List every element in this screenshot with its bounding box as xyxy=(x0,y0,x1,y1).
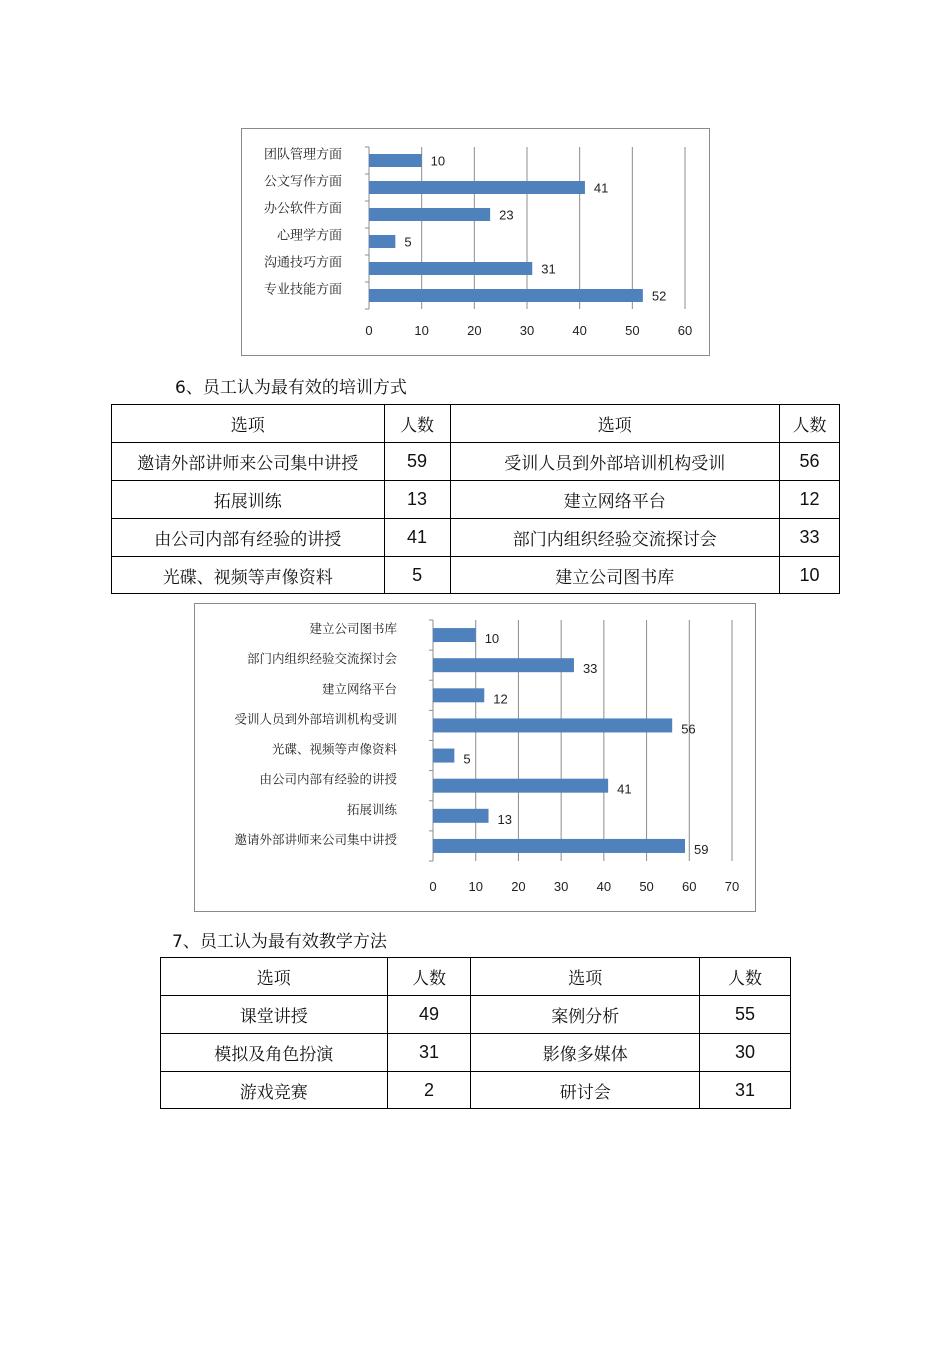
option-cell: 案例分析 xyxy=(471,996,700,1034)
option-cell: 由公司内部有经验的讲授 xyxy=(112,519,385,557)
option-cell: 光碟、视频等声像资料 xyxy=(112,557,385,594)
tick-label: 40 xyxy=(572,323,587,338)
training-method-chart xyxy=(194,603,756,912)
category-label: 办公软件方面 xyxy=(263,201,342,217)
option-cell: 受训人员到外部培训机构受训 xyxy=(450,443,780,481)
data-label: 10 xyxy=(484,631,500,647)
count-cell: 2 xyxy=(387,1072,471,1109)
option-cell: 邀请外部讲师来公司集中讲授 xyxy=(112,443,385,481)
category-label: 邀请外部讲师来公司集中讲授 xyxy=(234,831,397,847)
header-count: 人数 xyxy=(780,405,840,443)
count-cell: 12 xyxy=(780,481,840,519)
bar xyxy=(433,839,685,853)
data-label: 56 xyxy=(681,721,696,737)
option-cell: 课堂讲授 xyxy=(161,996,388,1034)
option-cell: 游戏竞赛 xyxy=(161,1072,388,1109)
header-option: 选项 xyxy=(450,405,780,443)
table-row xyxy=(112,519,840,557)
header-option: 选项 xyxy=(161,958,388,996)
data-label: 5 xyxy=(463,751,471,767)
count-cell: 5 xyxy=(384,557,450,594)
data-label: 33 xyxy=(582,661,598,677)
bar xyxy=(369,262,532,275)
training-content-chart-svg xyxy=(242,129,709,355)
category-label: 由公司内部有经验的讲授 xyxy=(259,771,397,787)
data-label: 41 xyxy=(593,180,609,196)
table-header-row xyxy=(112,405,840,443)
option-cell: 部门内组织经验交流探讨会 xyxy=(450,519,780,557)
header-count: 人数 xyxy=(387,958,471,996)
tick-label: 30 xyxy=(519,323,535,338)
bar xyxy=(369,208,490,221)
category-label: 团队管理方面 xyxy=(263,147,342,163)
count-cell: 31 xyxy=(387,1034,471,1072)
tick-label: 10 xyxy=(414,323,429,338)
bar xyxy=(369,235,395,248)
count-cell: 10 xyxy=(780,557,840,594)
bar xyxy=(433,628,476,642)
tick-label: 0 xyxy=(429,879,437,894)
bar xyxy=(369,154,422,167)
data-label: 41 xyxy=(617,781,632,797)
tick-label: 20 xyxy=(467,323,482,338)
bar xyxy=(433,749,454,763)
option-cell: 建立公司图书库 xyxy=(450,557,780,594)
option-cell: 影像多媒体 xyxy=(471,1034,700,1072)
count-cell: 49 xyxy=(387,996,471,1034)
data-label: 5 xyxy=(404,234,412,250)
table-row xyxy=(112,557,840,594)
option-cell: 研讨会 xyxy=(471,1072,700,1109)
bar xyxy=(433,718,672,732)
training-method-table xyxy=(111,404,840,594)
tick-label: 0 xyxy=(365,323,373,338)
bar xyxy=(433,658,574,672)
header-option: 选项 xyxy=(112,405,385,443)
data-label: 13 xyxy=(497,811,512,827)
section-6-heading: 6、员工认为最有效的培训方式 xyxy=(175,378,407,398)
table-row xyxy=(112,481,840,519)
tick-label: 50 xyxy=(625,323,640,338)
table-row xyxy=(161,996,791,1034)
table-row xyxy=(112,443,840,481)
bar xyxy=(369,181,585,194)
category-label: 受训人员到外部培训机构受训 xyxy=(234,711,397,727)
tick-label: 40 xyxy=(596,879,612,894)
section-7-heading: 7、员工认为最有效教学方法 xyxy=(172,932,387,952)
category-label: 公文写作方面 xyxy=(263,174,342,190)
tick-label: 60 xyxy=(682,879,697,894)
category-label: 拓展训练 xyxy=(346,801,397,817)
option-cell: 模拟及角色扮演 xyxy=(161,1034,388,1072)
teaching-method-table xyxy=(160,957,791,1109)
data-label: 31 xyxy=(541,261,556,277)
tick-label: 60 xyxy=(677,323,693,338)
count-cell: 55 xyxy=(700,996,791,1034)
tick-label: 20 xyxy=(511,879,526,894)
tick-label: 70 xyxy=(724,879,740,894)
tick-label: 10 xyxy=(468,879,483,894)
category-label: 光碟、视频等声像资料 xyxy=(271,741,397,757)
bar xyxy=(369,289,643,302)
data-label: 52 xyxy=(651,288,667,304)
category-label: 建立公司图书库 xyxy=(309,621,397,637)
header-option: 选项 xyxy=(471,958,700,996)
category-label: 部门内组织经验交流探讨会 xyxy=(246,651,397,667)
count-cell: 41 xyxy=(384,519,450,557)
option-cell: 拓展训练 xyxy=(112,481,385,519)
option-cell: 建立网络平台 xyxy=(450,481,780,519)
table-row xyxy=(161,1034,791,1072)
tick-label: 30 xyxy=(553,879,569,894)
bar xyxy=(433,779,608,793)
category-label: 专业技能方面 xyxy=(263,282,342,298)
data-label: 59 xyxy=(694,841,709,857)
count-cell: 30 xyxy=(700,1034,791,1072)
data-label: 12 xyxy=(493,691,508,707)
count-cell: 56 xyxy=(780,443,840,481)
training-method-chart-svg xyxy=(195,604,755,911)
header-count: 人数 xyxy=(384,405,450,443)
category-label: 建立网络平台 xyxy=(321,681,397,697)
bar xyxy=(433,809,489,823)
tick-label: 50 xyxy=(639,879,654,894)
category-label: 沟通技巧方面 xyxy=(263,255,342,271)
training-content-chart xyxy=(241,128,710,356)
data-label: 10 xyxy=(430,153,446,169)
bar xyxy=(433,688,484,702)
table-header-row xyxy=(161,958,791,996)
count-cell: 13 xyxy=(384,481,450,519)
header-count: 人数 xyxy=(700,958,791,996)
data-label: 23 xyxy=(499,207,514,223)
count-cell: 31 xyxy=(700,1072,791,1109)
table-row xyxy=(161,1072,791,1109)
count-cell: 59 xyxy=(384,443,450,481)
count-cell: 33 xyxy=(780,519,840,557)
category-label: 心理学方面 xyxy=(276,228,342,244)
